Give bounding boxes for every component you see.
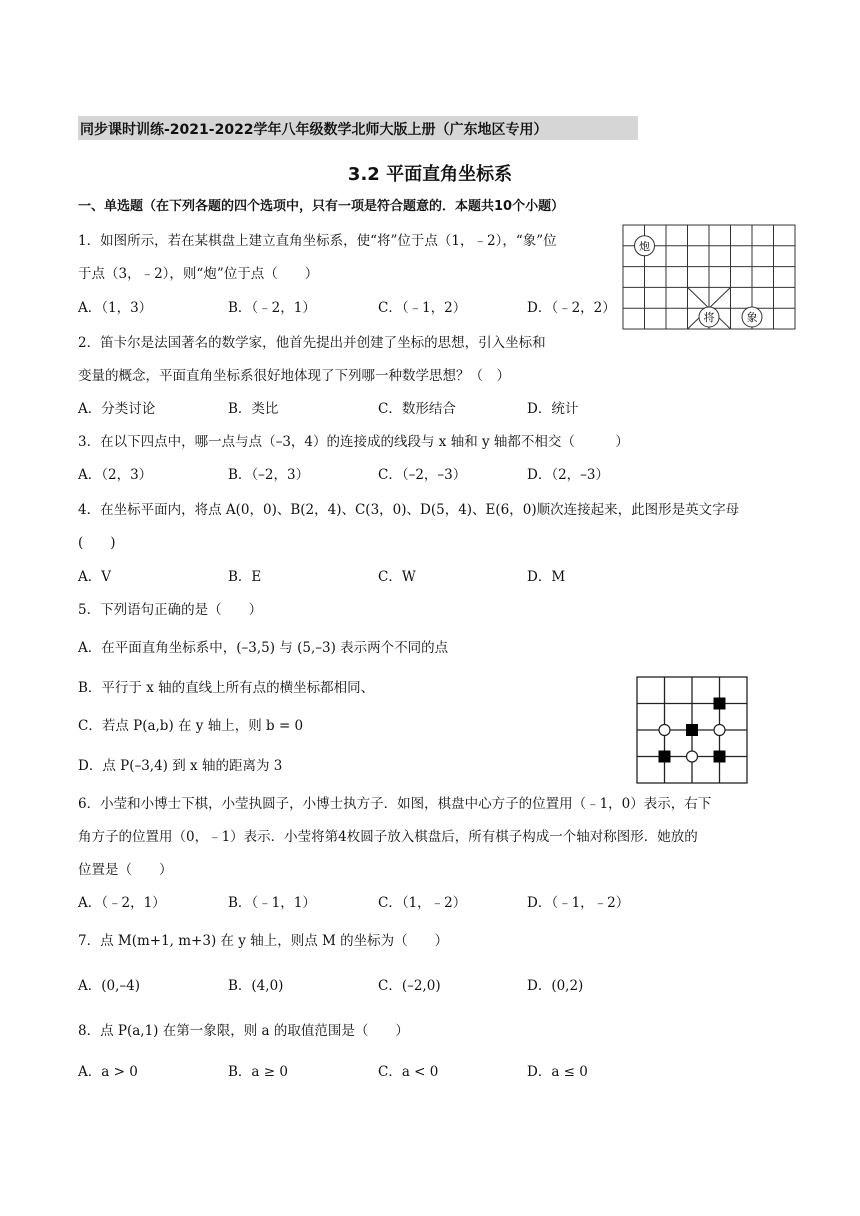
chessboard-figure	[622, 224, 796, 330]
black-stone	[659, 751, 671, 763]
q4-line-1: 4．在坐标平面内，将点 A(0，0)、B(2，4)、C(3，0)、D(5，4)、E(6，0)顺次连接起来，此图形是英文字母	[78, 502, 740, 518]
xiang-piece	[742, 307, 762, 327]
q4-line-2: ( )	[78, 535, 116, 551]
q7-option-d: D．(0,2)	[527, 978, 584, 994]
white-stone	[714, 725, 725, 736]
black-stone	[714, 751, 726, 763]
q6-option-b: B．（﹣1，1）	[228, 895, 316, 911]
q1-option-a: A．（1，3）	[78, 300, 153, 316]
q8-option-a: A．a > 0	[78, 1064, 138, 1080]
q4-option-c: C．W	[378, 569, 416, 585]
q4-option-d: D．M	[527, 569, 566, 585]
q7-option-c: C．(–2,0)	[378, 978, 441, 994]
q5-statement-c: C．若点 P(a,b) 在 y 轴上，则 b = 0	[78, 718, 304, 734]
q3-option-d: D．（2，–3）	[527, 467, 610, 483]
white-stone	[687, 751, 698, 762]
white-stone	[659, 725, 670, 736]
q2-option-b: B．类比	[228, 401, 279, 417]
q6-line-2: 角方子的位置用（0，﹣1）表示．小莹将第4枚圆子放入棋盘后，所有棋子构成一个轴对称图形．她放的	[78, 829, 698, 845]
black-stone	[714, 698, 726, 710]
q6-option-a: A．（﹣2，1）	[78, 895, 166, 911]
q3-option-b: B．（–2，3）	[228, 467, 310, 483]
q3-option-a: A．（2，3）	[78, 467, 153, 483]
q6-line-1: 6．小莹和小博士下棋，小莹执圆子，小博士执方子．如图，棋盘中心方子的位置用（﹣1，0）表示，右下	[78, 796, 712, 812]
q2-line-1: 2．笛卡尔是法国著名的数学家，他首先提出并创建了坐标的思想，引入坐标和	[78, 335, 546, 351]
q6-line-3: 位置是（ ）	[78, 862, 173, 878]
q3-line-1: 3．在以下四点中，哪一点与点（–3，4）的连接成的线段与 x 轴和 y 轴都不相交（ ）	[78, 434, 629, 450]
q2-line-2: 变量的概念，平面直角坐标系很好地体现了下列哪一种数学思想？（ ）	[78, 368, 510, 384]
q2-option-c: C．数形结合	[378, 401, 456, 417]
q4-option-b: B．E	[228, 569, 262, 585]
q7-option-a: A．(0,–4)	[78, 978, 141, 994]
q2-option-a: A．分类讨论	[78, 401, 156, 417]
q8-option-b: B．a ≥ 0	[228, 1064, 288, 1080]
jiang-label: 将	[703, 311, 715, 324]
banner-text: 同步课时训练-2021-2022学年八年级数学北师大版上册（广东地区专用）	[80, 122, 548, 138]
q7-line-1: 7．点 M(m+1, m+3) 在 y 轴上，则点 M 的坐标为（ ）	[78, 933, 449, 949]
jiang-piece	[699, 307, 719, 327]
q1-option-d: D．（﹣2，2）	[527, 300, 616, 316]
q3-option-c: C．（–2，–3）	[378, 467, 467, 483]
q2-option-d: D．统计	[527, 401, 579, 417]
section-heading: 一、单选题（在下列各题的四个选项中，只有一项是符合题意的．本题共10个小题）	[78, 199, 565, 214]
q5-statement-a: A．在平面直角坐标系中，(–3,5) 与 (5,–3) 表示两个不同的点	[78, 640, 449, 656]
q6-option-d: D．（﹣1，﹣2）	[527, 895, 630, 911]
q5-line-1: 5．下列语句正确的是（ ）	[78, 602, 263, 618]
q8-option-d: D．a ≤ 0	[527, 1064, 588, 1080]
q1-option-c: C．（﹣1，2）	[378, 300, 467, 316]
q6-option-c: C．（1，﹣2）	[378, 895, 467, 911]
go-board-figure	[636, 676, 748, 784]
pao-piece	[635, 236, 655, 256]
q4-option-a: A．V	[78, 569, 111, 585]
q8-line-1: 8．点 P(a,1) 在第一象限，则 a 的取值范围是（ ）	[78, 1023, 409, 1039]
black-stone	[686, 724, 698, 736]
q7-option-b: B．(4,0)	[228, 978, 284, 994]
q5-statement-b: B．平行于 x 轴的直线上所有点的横坐标都相同、	[78, 680, 375, 696]
q1-line-2: 于点（3，﹣2），则“炮”位于点（ ）	[78, 266, 319, 282]
q1-option-b: B．（﹣2，1）	[228, 300, 316, 316]
page-title: 3.2 平面直角坐标系	[347, 164, 513, 185]
pao-label: 炮	[639, 240, 650, 253]
q5-statement-d: D．点 P(–3,4) 到 x 轴的距离为 3	[78, 758, 283, 774]
q1-line-1: 1．如图所示，若在某棋盘上建立直角坐标系，使“将”位于点（1，﹣2），“象”位	[78, 233, 557, 249]
header-banner	[78, 116, 638, 140]
q8-option-c: C．a < 0	[378, 1064, 439, 1080]
xiang-label: 象	[746, 311, 758, 324]
